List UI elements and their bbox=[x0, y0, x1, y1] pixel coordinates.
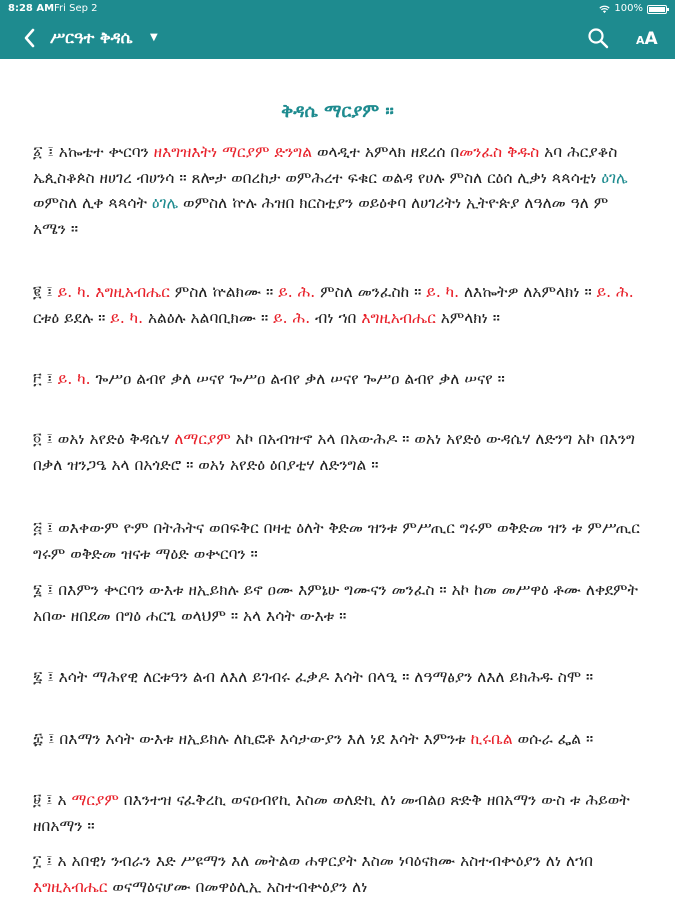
verse-number: ፬ ፤ bbox=[33, 430, 58, 448]
highlighted-term: ይ. ሕ. bbox=[278, 283, 316, 301]
highlighted-term: ዕገሌ bbox=[151, 194, 179, 212]
verse-text: ምስለ ኵልክሙ ። bbox=[169, 283, 279, 301]
verse-text: ምስለ መንፈስከ ። bbox=[315, 283, 427, 301]
verse-text: ለእኰትዎ ለአምላክነ ። bbox=[459, 283, 597, 301]
font-size-button[interactable] bbox=[636, 29, 658, 49]
highlighted-term: መንፈስ ቅዱስ bbox=[459, 143, 540, 161]
verse-text: በእንተዝ ናፈቅረኪ ወናዐብየኪ እስመ ወለድኪ ለነ መብልዐ ጽድቅ ዘበአማን ውስ ቱ ሕይወት ዘበአማን ። bbox=[33, 791, 630, 835]
search-icon[interactable] bbox=[587, 27, 609, 49]
back-chevron-icon[interactable] bbox=[20, 26, 40, 50]
verse-text: ርቱዕ ይደሉ ። bbox=[33, 308, 111, 327]
verse-number: ፲ ፤ bbox=[33, 852, 58, 870]
verse-number: ፰ ፤ bbox=[33, 730, 60, 748]
highlighted-term: ይ. ሕ. bbox=[596, 283, 634, 301]
verse-text: ወእቀውም ዮም በትሕትና ወበፍቅር በዛቲ ዕለት ቅድመ ዝንቱ ምሥጢር ግሩም ወቅድመ ዝን ቱ ምሥጢር ግሩም ወቅድመ ዝናቱ ማዕድ ወቍርባን ። bbox=[33, 519, 640, 563]
highlighted-term: ማርያም bbox=[71, 791, 119, 809]
verse-text: አ bbox=[57, 791, 72, 809]
verse-paragraph bbox=[33, 427, 643, 478]
verse-text: ወሱራ ፌል ። bbox=[512, 730, 594, 748]
title-dropdown-caret-icon[interactable]: ▼ bbox=[150, 32, 158, 43]
verse-text: ወምስለ ኵሉ ሕዝበ ክርስቲያን ወይዕቀባ ለሀገሪትነ ኢትዮጵያ ለዓለመ ዓለ ም አሜን ። bbox=[33, 194, 609, 238]
highlighted-term: ይ. ካ. bbox=[110, 308, 144, 327]
verse-number: ፫ ፤ bbox=[33, 370, 58, 388]
verse-paragraph bbox=[33, 788, 643, 839]
status-time: 8:28 AM bbox=[8, 3, 55, 14]
highlighted-term: ኪሩቤል bbox=[470, 730, 513, 748]
verse-number: ፱ ፤ bbox=[33, 791, 58, 809]
status-date: Fri Sep 2 bbox=[54, 3, 98, 14]
verse-paragraph bbox=[33, 849, 643, 900]
verse-paragraph bbox=[33, 516, 643, 567]
verse-text: ወላዲተ አምላክ ዘደረሰ bbox=[312, 143, 451, 161]
verse-text: ብነ ኀበ bbox=[310, 308, 362, 327]
verse-paragraph bbox=[33, 727, 643, 753]
highlighted-term: ለማርያም bbox=[174, 430, 231, 448]
verse-paragraph bbox=[33, 665, 643, 691]
verse-paragraph bbox=[33, 578, 643, 629]
battery-icon bbox=[647, 5, 667, 14]
verse-text: አምላክነ ። bbox=[435, 308, 500, 327]
verse-text: አኮ በአብዝኆ አላ በአውሕዶ ። ወአነ አየድዕ ውዳሴሃ ለድንግ አኮ በእንግ በቃለ ዝንጋዔ አላ በአጎድሮ ። ወአነ አየድዕ ዕበያቲሃ ለድንግል ። bbox=[33, 430, 635, 474]
highlighted-term: ይ. ሕ. bbox=[273, 308, 311, 327]
app-bar bbox=[0, 18, 675, 59]
status-bar bbox=[0, 0, 675, 18]
wifi-icon bbox=[599, 5, 610, 14]
verse-text: አባ ሕርያቆስ ኤጲስቆጶስ ዘሀገረ ብሀንሳ ። ጸሎታ ወበረከታ ወምሕረተ ፍቁር ወልዳ የሀሉ ምስለ ርዕሰ ሊቃነ ጳጳሳቲነ bbox=[33, 143, 618, 187]
verse-text: አልዕሉ አልባቢክሙ ። bbox=[143, 308, 274, 327]
verse-number: ፩ ፤ bbox=[33, 143, 59, 161]
verse-text: ወምስለ ሊቀ ጳጳሳት bbox=[33, 194, 152, 212]
font-size-big-label: A bbox=[644, 29, 658, 49]
font-size-small-label: A bbox=[636, 34, 645, 47]
highlighted-term: ዘእግዝእትነ ማርያም ድንግል bbox=[153, 143, 313, 161]
verse-paragraph bbox=[33, 140, 643, 242]
verse-text: በ bbox=[450, 143, 460, 161]
verse-number: ፯ ፤ bbox=[33, 668, 59, 686]
highlighted-term: እግዚአብሔር bbox=[361, 308, 436, 327]
reading-content[interactable] bbox=[0, 59, 675, 900]
battery-percent: 100% bbox=[614, 3, 643, 14]
highlighted-term: እግዚአብሔር bbox=[33, 877, 108, 896]
verse-text: በእምን ቍርባን ውእቱ ዘኢይክሉ ይኖ ዐሙ እምኔሁ ግሙናን መንፈስ ። አኮ ከመ መሥዋዕ ቶሙ ለቀደምት አበው ዘበደመ በግዕ ሐርጌ ወላህም ። አላ እሳት ውእቱ ። bbox=[33, 581, 638, 625]
verse-text: እሳት ማሕየዊ ለርቱዓን ልብ ለእለ ይገብሩ ፈቃዶ እሳት በላዒ ። ለዓማፅያን ለእለ ይክሕዱ ስሞ ። bbox=[58, 668, 594, 686]
highlighted-term: ዕገሌ bbox=[601, 168, 628, 187]
verse-text: አ አበዊነ ንብራን እድ ሥዩማን እለ መትልወ ሐዋርያት እስመ ነባዕናክሙ አስተብቍዕያን ለነ ለኀበ bbox=[57, 852, 593, 870]
verse-text: በእማን እሳት ውእቱ ዘኢይክሉ ለኪፎቶ እሳታውያን እለ ነደ እሳት እምንቱ bbox=[59, 730, 471, 748]
status-right bbox=[599, 0, 667, 18]
app-title[interactable]: ሥርዓተ ቅዳሴ bbox=[50, 28, 133, 47]
verse-text: ጐሥዐ ልብየ ቃለ ሠናየ ጐሥዐ ልብየ ቃለ ሠናየ ጐሥዐ ልብየ ቃለ ሠናየ ። bbox=[90, 370, 505, 388]
verse-text: ወናማዕናሆሙ በመዋዕሊኢ አስተብቍዕያን ለነ bbox=[107, 877, 368, 896]
verse-paragraph bbox=[33, 367, 643, 393]
section-title: ቅዳሴ ማርያም ። bbox=[281, 101, 394, 122]
highlighted-term: ይ. ካ. bbox=[426, 283, 460, 301]
verse-text: ወአነ አየድዕ ቅዳሴሃ bbox=[57, 430, 175, 448]
verse-number: ፪ ፤ bbox=[33, 283, 58, 301]
highlighted-term: ይ. ካ. bbox=[57, 370, 91, 388]
verse-number: ፭ ፤ bbox=[33, 519, 59, 537]
verse-paragraph bbox=[33, 280, 643, 331]
highlighted-term: ይ. ካ. እግዚአብሔር bbox=[57, 283, 170, 301]
verse-text: አኰቴተ ቍርባን bbox=[58, 143, 154, 161]
verse-number: ፮ ፤ bbox=[33, 581, 59, 599]
